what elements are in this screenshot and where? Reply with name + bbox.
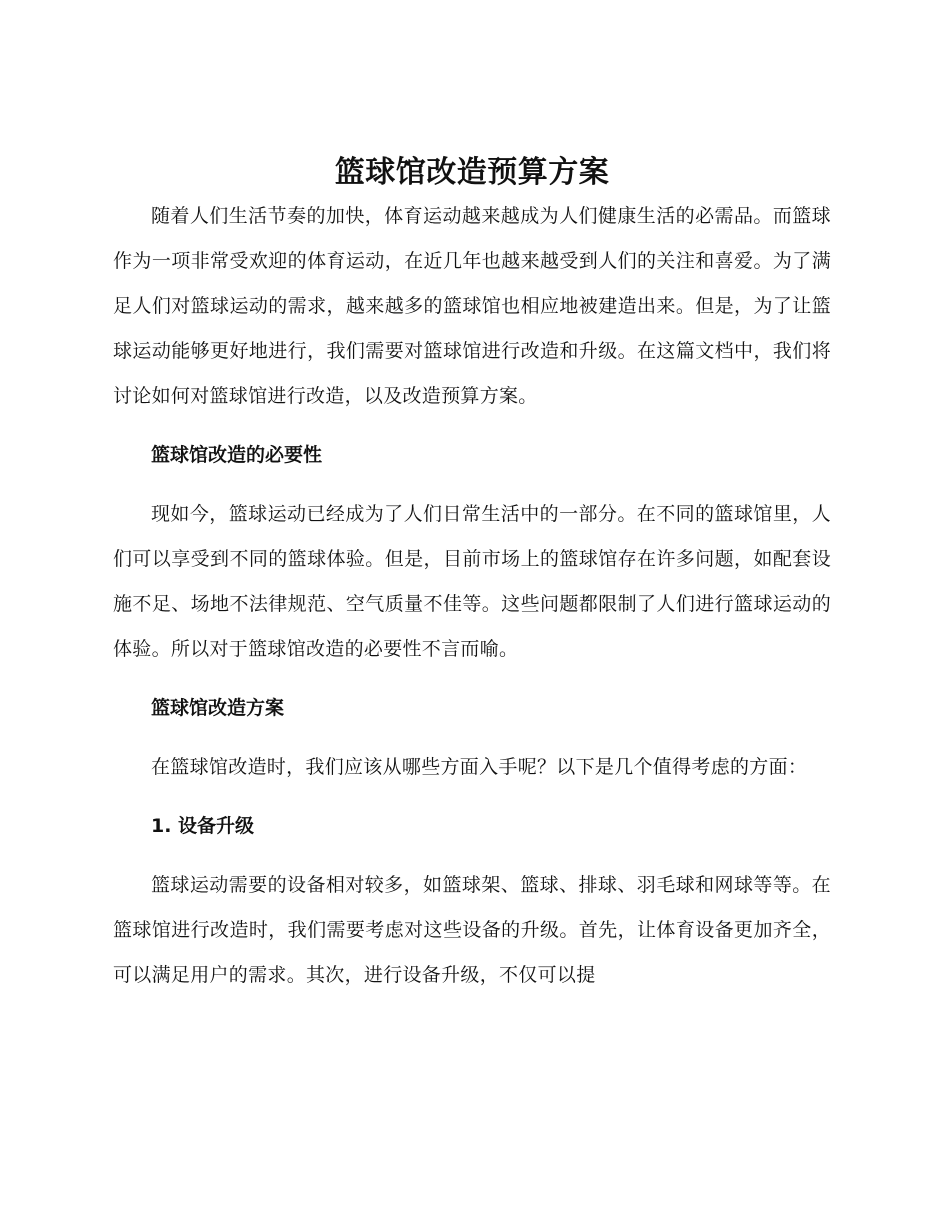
intro-paragraph: 随着人们生活节奏的加快，体育运动越来越成为人们健康生活的必需品。而篮球作为一项非常受欢迎的体育运动，在近几年也越来越受到人们的关注和喜爱。为了满足人们对篮球运动的需求，越来越多的篮球馆也相应地被建造出来。但是，为了让篮球运动能够更好地进行，我们需要对篮球馆进行改造和升级。在这篇文档中，我们将讨论如何对篮球馆进行改造，以及改造预算方案。 (113, 205, 831, 407)
section-heading-plan: 篮球馆改造方案 (151, 697, 285, 719)
equipment-paragraph: 篮球运动需要的设备相对较多，如篮球架、篮球、排球、羽毛球和网球等等。在篮球馆进行改造时，我们需要考虑对这些设备的升级。首先，让体育设备更加齐全，可以满足用户的需求。其次，进行设备升级，不仅可以提 (113, 874, 831, 986)
plan-paragraph: 在篮球馆改造时，我们应该从哪些方面入手呢？以下是几个值得考虑的方面： (151, 756, 808, 778)
necessity-paragraph: 现如今，篮球运动已经成为了人们日常生活中的一部分。在不同的篮球馆里，人们可以享受到不同的篮球体验。但是，目前市场上的篮球馆存在许多问题，如配套设施不足、场地不法律规范、空气质量不佳等。这些问题都限制了人们进行篮球运动的体验。所以对于篮球馆改造的必要性不言而喻。 (113, 503, 831, 660)
document-body (113, 152, 831, 998)
subsection-heading-equipment: 1. 设备升级 (151, 815, 255, 837)
document-title: 篮球馆改造预算方案 (334, 155, 610, 190)
section-heading-necessity: 篮球馆改造的必要性 (151, 444, 323, 466)
